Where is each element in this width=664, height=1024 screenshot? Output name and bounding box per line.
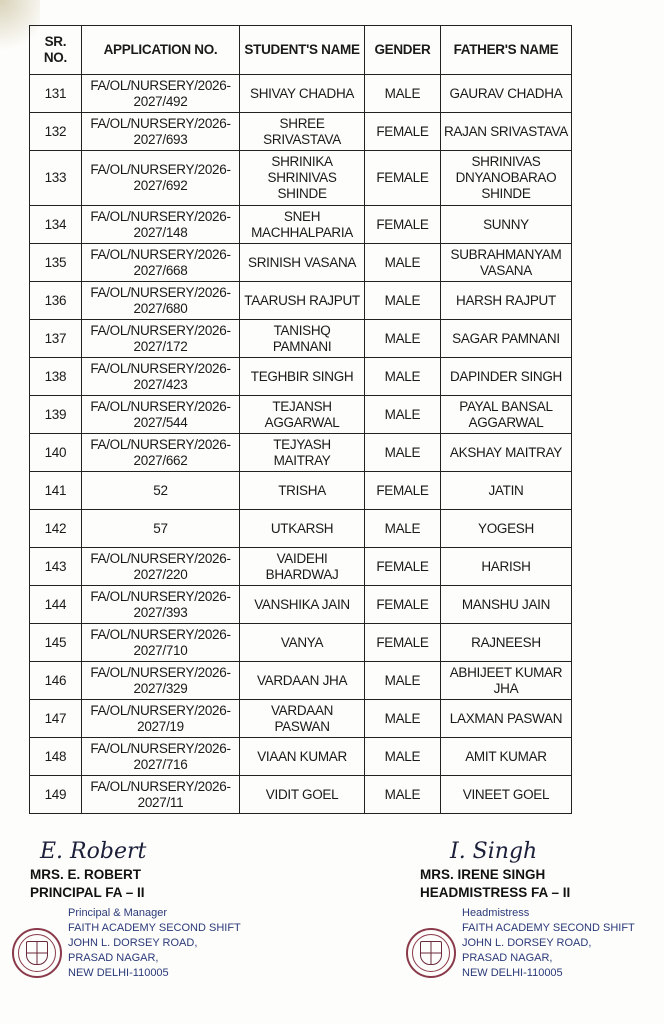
stamp-line: Headmistress [462, 907, 530, 919]
headmistress-stamp [406, 906, 664, 981]
headmistress-signature: I. Singh [450, 839, 538, 864]
table-row [30, 472, 572, 510]
cell-father-name: HARSH RAJPUT [440, 282, 571, 320]
header-gender: GENDER [364, 26, 440, 75]
cell-gender: FEMALE [364, 548, 440, 586]
table-row [30, 396, 572, 434]
cell-student-name: SHREE SRIVASTAVA [240, 113, 365, 151]
admission-list-table [29, 25, 572, 814]
cell-application-no: FA/OL/NURSERY/2026-2027/710 [81, 624, 239, 662]
cell-sr-no: 141 [30, 472, 82, 510]
cell-father-name: ABHIJEET KUMAR JHA [440, 662, 571, 700]
cell-student-name: TEJANSH AGGARWAL [240, 396, 365, 434]
cell-gender: FEMALE [364, 472, 440, 510]
table-row [30, 586, 572, 624]
cell-application-no: FA/OL/NURSERY/2026-2027/662 [81, 434, 239, 472]
cell-sr-no: 146 [30, 662, 82, 700]
table-row [30, 776, 572, 814]
cell-sr-no: 140 [30, 434, 82, 472]
cell-gender: MALE [364, 282, 440, 320]
header-sr-no: SR. NO. [30, 26, 82, 75]
stamp-line: JOHN L. DORSEY ROAD, [462, 937, 592, 949]
cell-application-no: FA/OL/NURSERY/2026-2027/11 [81, 776, 239, 814]
cell-gender: MALE [364, 320, 440, 358]
cell-father-name: JATIN [440, 472, 571, 510]
school-seal-icon [12, 928, 62, 978]
cell-father-name: HARISH [440, 548, 571, 586]
cell-application-no: FA/OL/NURSERY/2026-2027/492 [81, 75, 239, 113]
cell-sr-no: 136 [30, 282, 82, 320]
cell-student-name: VIDIT GOEL [240, 776, 365, 814]
cell-application-no: FA/OL/NURSERY/2026-2027/423 [81, 358, 239, 396]
cell-application-no: FA/OL/NURSERY/2026-2027/220 [81, 548, 239, 586]
stamp-line: NEW DELHI-110005 [462, 967, 563, 979]
cell-application-no: 52 [81, 472, 239, 510]
cell-sr-no: 148 [30, 738, 82, 776]
cell-gender: MALE [364, 396, 440, 434]
cell-sr-no: 134 [30, 206, 82, 244]
cell-father-name: VINEET GOEL [440, 776, 571, 814]
cell-student-name: SHRINIKA SHRINIVAS SHINDE [240, 151, 365, 206]
stamp-line: FAITH ACADEMY SECOND SHIFT [68, 922, 241, 934]
cell-sr-no: 133 [30, 151, 82, 206]
cell-father-name: AMIT KUMAR [440, 738, 571, 776]
cell-application-no: FA/OL/NURSERY/2026-2027/19 [81, 700, 239, 738]
principal-title: PRINCIPAL FA – II [30, 885, 145, 900]
cell-application-no: FA/OL/NURSERY/2026-2027/148 [81, 206, 239, 244]
table-row [30, 510, 572, 548]
header-student-name: STUDENT'S NAME [240, 26, 365, 75]
cell-sr-no: 147 [30, 700, 82, 738]
cell-father-name: AKSHAY MAITRAY [440, 434, 571, 472]
cell-father-name: PAYAL BANSAL AGGARWAL [440, 396, 571, 434]
cell-student-name: VANYA [240, 624, 365, 662]
cell-father-name: DAPINDER SINGH [440, 358, 571, 396]
cell-gender: MALE [364, 434, 440, 472]
stamp-line: Principal & Manager [68, 907, 168, 919]
headmistress-title: HEADMISTRESS FA – II [420, 885, 571, 900]
cell-father-name: RAJAN SRIVASTAVA [440, 113, 571, 151]
shield-icon [26, 941, 48, 965]
cell-application-no: FA/OL/NURSERY/2026-2027/692 [81, 151, 239, 206]
cell-application-no: FA/OL/NURSERY/2026-2027/716 [81, 738, 239, 776]
cell-sr-no: 138 [30, 358, 82, 396]
cell-gender: MALE [364, 776, 440, 814]
cell-gender: MALE [364, 700, 440, 738]
principal-signature: E. Robert [40, 839, 147, 864]
cell-application-no: FA/OL/NURSERY/2026-2027/693 [81, 113, 239, 151]
cell-student-name: VAIDEHI BHARDWAJ [240, 548, 365, 586]
cell-father-name: LAXMAN PASWAN [440, 700, 571, 738]
table-header-row [30, 26, 572, 75]
cell-sr-no: 139 [30, 396, 82, 434]
table-row [30, 282, 572, 320]
cell-father-name: SUNNY [440, 206, 571, 244]
table-row [30, 113, 572, 151]
table-body [30, 75, 572, 814]
stamp-line: NEW DELHI-110005 [68, 967, 169, 979]
cell-sr-no: 143 [30, 548, 82, 586]
cell-student-name: VIAAN KUMAR [240, 738, 365, 776]
header-application-no: APPLICATION NO. [81, 26, 239, 75]
cell-student-name: VANSHIKA JAIN [240, 586, 365, 624]
table-row [30, 624, 572, 662]
cell-father-name: SHRINIVAS DNYANOBARAO SHINDE [440, 151, 571, 206]
cell-sr-no: 144 [30, 586, 82, 624]
cell-student-name: TAARUSH RAJPUT [240, 282, 365, 320]
cell-application-no: FA/OL/NURSERY/2026-2027/329 [81, 662, 239, 700]
stamp-line: JOHN L. DORSEY ROAD, [68, 937, 198, 949]
headmistress-signature-block [420, 838, 664, 981]
principal-stamp [12, 906, 330, 981]
headmistress-name: MRS. IRENE SINGH [420, 867, 546, 882]
cell-gender: FEMALE [364, 624, 440, 662]
principal-name: MRS. E. ROBERT [30, 867, 142, 882]
cell-application-no: FA/OL/NURSERY/2026-2027/668 [81, 244, 239, 282]
table-row [30, 700, 572, 738]
stamp-line: FAITH ACADEMY SECOND SHIFT [462, 922, 635, 934]
cell-student-name: UTKARSH [240, 510, 365, 548]
principal-signature-block [30, 838, 330, 981]
stamp-line: PRASAD NAGAR, [68, 952, 159, 964]
cell-gender: FEMALE [364, 586, 440, 624]
cell-sr-no: 142 [30, 510, 82, 548]
cell-student-name: TEJYASH MAITRAY [240, 434, 365, 472]
cell-student-name: SHIVAY CHADHA [240, 75, 365, 113]
table-row [30, 75, 572, 113]
cell-student-name: TRISHA [240, 472, 365, 510]
table-row [30, 206, 572, 244]
stamp-line: PRASAD NAGAR, [462, 952, 553, 964]
table-row [30, 244, 572, 282]
cell-gender: FEMALE [364, 151, 440, 206]
table-row [30, 151, 572, 206]
cell-father-name: YOGESH [440, 510, 571, 548]
cell-application-no: FA/OL/NURSERY/2026-2027/544 [81, 396, 239, 434]
table-row [30, 548, 572, 586]
cell-sr-no: 131 [30, 75, 82, 113]
cell-application-no: 57 [81, 510, 239, 548]
table-row [30, 738, 572, 776]
cell-father-name: SUBRAHMANYAM VASANA [440, 244, 571, 282]
table-row [30, 320, 572, 358]
table-row [30, 434, 572, 472]
cell-gender: FEMALE [364, 113, 440, 151]
cell-student-name: VARDAAN JHA [240, 662, 365, 700]
cell-sr-no: 135 [30, 244, 82, 282]
cell-gender: MALE [364, 358, 440, 396]
cell-application-no: FA/OL/NURSERY/2026-2027/172 [81, 320, 239, 358]
table-row [30, 662, 572, 700]
cell-gender: MALE [364, 244, 440, 282]
cell-sr-no: 137 [30, 320, 82, 358]
cell-gender: MALE [364, 662, 440, 700]
cell-father-name: MANSHU JAIN [440, 586, 571, 624]
cell-gender: FEMALE [364, 206, 440, 244]
school-seal-icon [406, 928, 456, 978]
cell-gender: MALE [364, 510, 440, 548]
cell-sr-no: 132 [30, 113, 82, 151]
cell-application-no: FA/OL/NURSERY/2026-2027/393 [81, 586, 239, 624]
cell-father-name: GAURAV CHADHA [440, 75, 571, 113]
header-father-name: FATHER'S NAME [440, 26, 571, 75]
cell-student-name: TANISHQ PAMNANI [240, 320, 365, 358]
cell-sr-no: 149 [30, 776, 82, 814]
cell-sr-no: 145 [30, 624, 82, 662]
cell-gender: MALE [364, 738, 440, 776]
cell-gender: MALE [364, 75, 440, 113]
cell-student-name: SRINISH VASANA [240, 244, 365, 282]
cell-student-name: VARDAAN PASWAN [240, 700, 365, 738]
cell-father-name: SAGAR PAMNANI [440, 320, 571, 358]
cell-student-name: SNEH MACHHALPARIA [240, 206, 365, 244]
cell-father-name: RAJNEESH [440, 624, 571, 662]
shield-icon [420, 941, 442, 965]
cell-application-no: FA/OL/NURSERY/2026-2027/680 [81, 282, 239, 320]
table-row [30, 358, 572, 396]
cell-student-name: TEGHBIR SINGH [240, 358, 365, 396]
